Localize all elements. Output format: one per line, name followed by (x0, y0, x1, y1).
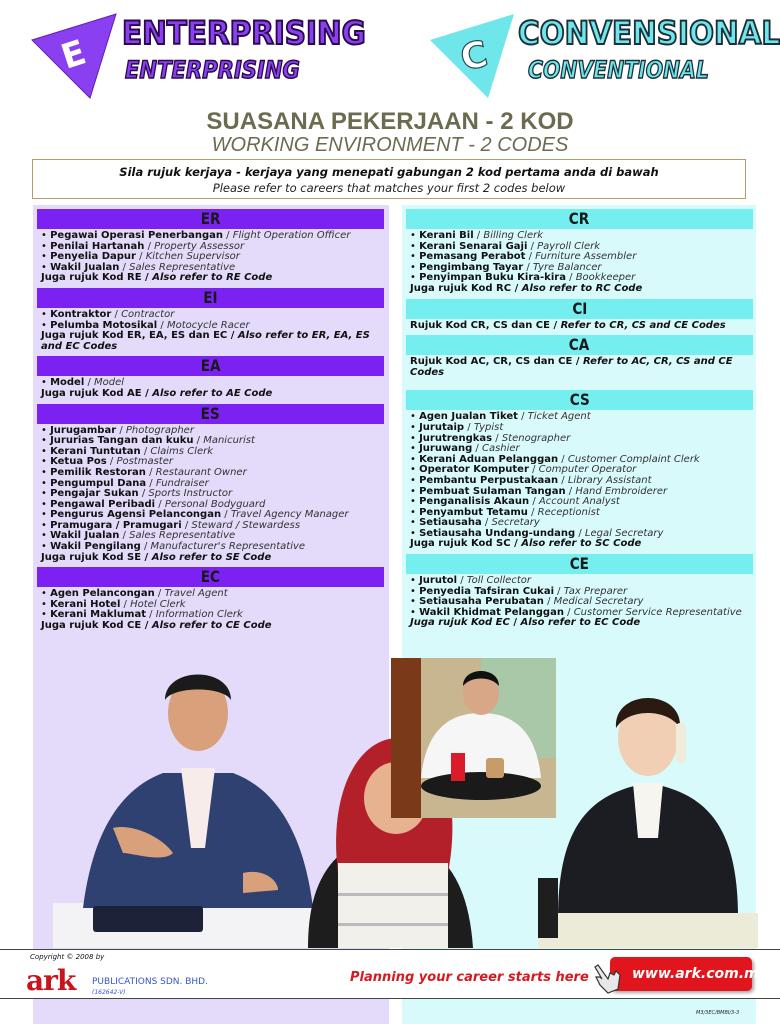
career-name-en: Medical Secretary (553, 596, 644, 608)
career-name-ms: Pembuat Sulaman Tangan (419, 485, 566, 497)
separator: / (120, 598, 131, 610)
cross-reference (41, 621, 384, 632)
bullet-icon: • (41, 424, 51, 436)
separator: / (563, 606, 574, 618)
career-name-ms: Penyimpan Buku Kira-kira (419, 272, 566, 284)
svg-text:C: C (456, 33, 492, 80)
bullet-icon: • (410, 443, 420, 455)
career-name-ms: Kerani Senarai Gaji (419, 240, 528, 252)
career-name-ms: Penganalisis Akaun (419, 496, 530, 508)
bullet-icon: • (41, 509, 51, 521)
reference-ms: Juga rujuk Kod SE (41, 551, 142, 563)
career-name-ms: Setiausaha (419, 517, 482, 529)
bullet-icon: • (410, 485, 420, 497)
career-name-en: Postmaster (116, 456, 173, 468)
bullet-icon: • (410, 474, 420, 486)
bullet-icon: • (410, 230, 420, 241)
separator: / (119, 530, 130, 542)
career-name-en: Sports Instructor (148, 488, 233, 500)
career-name-en: Typist (473, 421, 504, 433)
section-code: CI (571, 298, 588, 318)
career-name-en: Motocycle Racer (166, 319, 250, 331)
separator: / (528, 464, 539, 476)
career-section-es (37, 404, 384, 568)
career-name-ms: Wakil Khidmat Pelanggan (419, 606, 564, 618)
career-name-ms: Kerani Bil (419, 230, 474, 241)
separator: / (473, 230, 484, 241)
section-code: ES (200, 403, 221, 423)
career-name-ms: Kerani Hotel (50, 598, 121, 610)
career-name-en: Tax Preparer (563, 585, 628, 597)
reference-ms: Juga rujuk Kod AE (41, 387, 142, 399)
career-name-en: Personal Bodyguard (164, 498, 266, 510)
bullet-icon: • (410, 240, 420, 252)
career-section-ea (37, 356, 384, 403)
footer (0, 949, 780, 999)
bullet-icon: • (41, 609, 51, 621)
instruction-ms: Sila rujuk kerjaya - kerjaya yang menepati gabungan 2 kod pertama anda di bawah (119, 165, 659, 179)
bullet-icon: • (410, 517, 420, 529)
separator: / (181, 519, 192, 531)
separator: / (472, 443, 482, 455)
career-name-en: Legal Secretary (584, 527, 664, 539)
career-name-en: Kitchen Supervisor (145, 251, 240, 263)
career-name-ms: Penilai Hartanah (50, 240, 145, 252)
separator: / (141, 387, 153, 399)
reference-ms: Juga rujuk Kod ER, EA, ES dan EC (41, 330, 228, 342)
cross-reference (41, 389, 384, 400)
separator: / (145, 466, 156, 478)
career-name-ms: Wakil Jualan (50, 530, 120, 542)
career-name-en: Hand Embroiderer (575, 485, 668, 497)
career-name-ms: Wakil Jualan (50, 261, 120, 273)
career-name-en: Manufacturer's Representative (150, 541, 306, 553)
career-name-ms: Pengimbang Tayar (419, 261, 524, 273)
career-name-en: Payroll Clerk (537, 240, 600, 252)
career-name-en: Bookkeeper (575, 272, 636, 284)
bullet-icon: • (41, 519, 51, 531)
svg-text:E: E (56, 32, 91, 78)
cross-reference (410, 321, 753, 332)
reference-ms: Juga rujuk Kod SC (410, 538, 511, 550)
section-header (37, 209, 384, 229)
career-list (406, 355, 753, 382)
career-name-ms: Penyedia Tafsiran Cukai (419, 585, 554, 597)
career-name-ms: Penyelia Dapur (50, 251, 136, 263)
document-code: M3/3EC/BMBI/3-3 (696, 1010, 740, 1016)
bullet-icon: • (410, 411, 420, 423)
cross-reference (410, 539, 753, 550)
career-name-en: Steward / Stewardess (191, 519, 301, 531)
career-section-er (37, 209, 384, 288)
section-code: CA (569, 335, 590, 355)
separator: / (527, 506, 538, 518)
bullet-icon: • (41, 251, 51, 263)
bullet-icon: • (410, 453, 420, 465)
career-section-ci (406, 299, 753, 336)
bullet-icon: • (41, 435, 51, 447)
career-name-ms: Pengumpul Dana (50, 477, 147, 489)
website-button[interactable] (610, 957, 768, 991)
separator: / (140, 541, 151, 553)
separator: / (558, 453, 568, 465)
enterprising-title-ms: ENTERPRISING (122, 14, 366, 52)
reference-en: Also refer to EC Code (520, 617, 641, 629)
career-name-en: Toll Collector (466, 575, 531, 587)
career-name-ms: Kontraktor (50, 308, 112, 320)
bullet-icon: • (410, 421, 420, 433)
page-title-ms: SUASANA PEKERJAAN - 2 KOD (206, 108, 574, 135)
separator: / (138, 488, 149, 500)
reference-ms: Juga rujuk Kod EC (410, 617, 510, 629)
bullet-icon: • (41, 445, 51, 457)
separator: / (543, 596, 554, 608)
career-name-ms: Operator Komputer (419, 464, 529, 476)
bullet-icon: • (410, 596, 420, 608)
cross-reference (410, 618, 753, 629)
separator: / (492, 432, 502, 444)
waiter-photo (391, 658, 556, 818)
reference-en: Also refer to RE Code (152, 272, 273, 284)
career-name-ms: Pramugara / Pramugari (50, 519, 182, 531)
reference-en: Also refer to RC Code (521, 282, 643, 294)
reference-en: Also refer to CE Code (151, 620, 272, 632)
cross-reference (41, 553, 384, 564)
career-name-en: Sales Representative (129, 261, 236, 273)
section-header (406, 209, 753, 229)
career-name-en: Computer Operator (538, 464, 637, 476)
career-name-ms: Pengajar Sukan (50, 488, 139, 500)
section-code: CS (569, 390, 590, 410)
separator: / (111, 308, 122, 320)
career-name-ms: Wakil Pengilang (50, 541, 141, 553)
separator: / (146, 609, 156, 621)
career-name-ms: Agen Pelancongan (50, 588, 155, 600)
career-name-ms: Kerani Tuntutan (50, 445, 141, 457)
career-name-en: Account Analyst (538, 496, 620, 508)
section-header (37, 404, 384, 424)
separator: / (527, 240, 538, 252)
bullet-icon: • (41, 240, 51, 252)
bullet-icon: • (41, 598, 51, 610)
career-section-ei (37, 288, 384, 356)
career-name-ms: Model (50, 377, 85, 389)
career-name-en: Information Clerk (155, 609, 243, 621)
separator: / (146, 477, 156, 489)
career-name-en: Ticket Agent (527, 411, 591, 423)
separator: / (572, 356, 583, 368)
bullet-icon: • (410, 464, 420, 476)
career-name-ms: Jurutol (419, 575, 458, 587)
page-title-en: WORKING ENVIRONMENT - 2 CODES (211, 134, 569, 156)
separator: / (549, 319, 561, 331)
career-name-en: Furniture Assembler (535, 251, 637, 263)
section-header (406, 554, 753, 574)
career-name-ms: Pemasang Perabot (419, 251, 526, 263)
bullet-icon: • (41, 261, 51, 273)
career-name-en: Customer Service Representative (573, 606, 742, 618)
conventional-title-ms: CONVENSIONAL (518, 14, 780, 52)
career-name-ms: Jururias Tangan dan kuku (50, 435, 194, 447)
registration-number: (162642-V) (92, 989, 126, 996)
bullet-icon: • (41, 488, 51, 500)
career-list (406, 229, 753, 299)
cross-reference (410, 284, 753, 295)
career-section-cr (406, 209, 753, 299)
career-name-en: Travel Agent (164, 588, 228, 600)
separator: / (517, 411, 528, 423)
separator: / (154, 588, 165, 600)
cross-reference (41, 273, 384, 284)
bullet-icon: • (41, 541, 51, 553)
career-name-en: Library Assistant (567, 474, 652, 486)
career-name-en: Tyre Balancer (532, 261, 602, 273)
career-list (37, 229, 384, 288)
conventional-column (406, 209, 753, 633)
career-name-en: Customer Complaint Clerk (567, 453, 700, 465)
conventional-triangle-icon (428, 10, 520, 102)
reference-en: Also refer to ER, EA, ES and EC Codes (41, 330, 370, 352)
career-name-en: Cashier (481, 443, 520, 455)
career-name-ms: Pengawal Peribadi (50, 498, 156, 510)
bullet-icon: • (410, 506, 420, 518)
career-name-en: Model (94, 377, 125, 389)
career-name-en: Receptionist (537, 506, 600, 518)
separator: / (84, 377, 95, 389)
career-name-ms: Pelumba Motosikal (50, 319, 158, 331)
bullet-icon: • (410, 432, 420, 444)
section-code: CR (569, 209, 590, 228)
separator: / (141, 620, 152, 632)
bullet-icon: • (41, 466, 51, 478)
separator: / (457, 575, 467, 587)
career-name-ms: Pembantu Perpustakaan (419, 474, 559, 486)
reference-en: Also refer to SE Code (151, 551, 272, 563)
career-name-en: Claims Clerk (150, 445, 214, 457)
career-section-ce (406, 554, 753, 633)
cross-reference (41, 331, 384, 352)
cross-reference (410, 357, 753, 378)
bullet-icon: • (41, 456, 51, 468)
bullet-icon: • (41, 230, 51, 241)
separator: / (510, 538, 522, 550)
separator: / (157, 319, 167, 331)
separator: / (222, 230, 233, 241)
enterprising-column (37, 209, 384, 636)
career-name-en: Secretary (491, 517, 540, 529)
career-name-ms: Penyambut Tetamu (419, 506, 528, 518)
separator: / (554, 585, 564, 597)
enterprising-title-en: ENTERPRISING (125, 56, 300, 84)
career-name-ms: Jurutrengkas (419, 432, 493, 444)
copyright-text: Copyright © 2008 by (30, 953, 105, 961)
separator: / (464, 421, 474, 433)
pointing-hand-icon (592, 959, 622, 995)
separator: / (106, 456, 117, 468)
section-header (406, 390, 753, 410)
reference-en: Also refer to AE Code (152, 387, 273, 399)
career-name-en: Flight Operation Officer (232, 230, 351, 241)
bullet-icon: • (41, 498, 51, 510)
bullet-icon: • (41, 377, 51, 389)
section-header (406, 299, 753, 319)
career-name-en: Travel Agency Manager (230, 509, 349, 521)
career-list (37, 424, 384, 568)
career-name-ms: Agen Jualan Tiket (419, 411, 518, 423)
section-code: EI (203, 287, 218, 307)
bullet-icon: • (410, 606, 420, 618)
section-header (37, 356, 384, 376)
career-name-ms: Kerani Maklumat (50, 609, 146, 621)
career-section-cs (406, 390, 753, 554)
career-list (406, 319, 753, 336)
career-name-en: Sales Representative (129, 530, 236, 542)
career-name-en: Stenographer (501, 432, 571, 444)
career-name-en: Photographer (125, 424, 194, 436)
career-name-ms: Juruwang (419, 443, 473, 455)
separator: / (119, 261, 130, 273)
career-name-ms: Jurutaip (419, 421, 465, 433)
bullet-icon: • (410, 496, 420, 508)
career-list (37, 376, 384, 403)
career-name-ms: Setiausaha Undang-undang (419, 527, 576, 539)
separator: / (227, 330, 238, 342)
bullet-icon: • (41, 477, 51, 489)
bullet-icon: • (410, 575, 420, 587)
bullet-icon: • (41, 588, 51, 600)
instruction-box (32, 159, 746, 199)
career-name-en: Fundraiser (155, 477, 209, 489)
tagline: Planning your career starts here (350, 970, 589, 985)
reference-en: Refer to AC, CR, CS and CE Codes (410, 356, 733, 378)
section-header (37, 567, 384, 587)
reference-ms: Juga rujuk Kod RE (41, 272, 142, 284)
section-code: CE (569, 554, 590, 574)
bullet-icon: • (41, 319, 51, 331)
bullet-icon: • (41, 308, 51, 320)
career-name-ms: Pengurus Agensi Pelancongan (50, 509, 222, 521)
separator: / (523, 261, 533, 273)
career-name-en: Property Assessor (154, 240, 245, 252)
separator: / (116, 424, 126, 436)
career-section-ec (37, 567, 384, 635)
bullet-icon: • (410, 527, 420, 539)
ark-logo: ark (26, 964, 76, 997)
separator: / (511, 282, 522, 294)
separator: / (193, 435, 204, 447)
career-list (406, 410, 753, 554)
bullet-icon: • (410, 261, 420, 273)
separator: / (144, 240, 155, 252)
conventional-title-en: CONVENTIONAL (528, 56, 709, 84)
separator: / (155, 498, 165, 510)
separator: / (481, 517, 492, 529)
reference-en: Also refer to SC Code (521, 538, 642, 550)
career-section-ca (406, 335, 753, 390)
career-name-en: Billing Clerk (483, 230, 544, 241)
career-name-ms: Pegawai Operasi Penerbangan (50, 230, 223, 241)
separator: / (221, 509, 231, 521)
bullet-icon: • (410, 251, 420, 263)
separator: / (565, 485, 576, 497)
reference-ms: Rujuk Kod CR, CS dan CE (410, 319, 550, 331)
career-name-en: Hotel Clerk (130, 598, 186, 610)
separator: / (140, 445, 151, 457)
section-header (37, 288, 384, 308)
career-list (406, 574, 753, 633)
separator: / (509, 617, 521, 629)
career-name-en: Contractor (121, 308, 175, 320)
photo-collage (33, 648, 756, 948)
separator: / (529, 496, 539, 508)
career-name-en: Restaurant Owner (155, 466, 247, 478)
reference-ms: Rujuk Kod AC, CR, CS dan CE (410, 356, 573, 368)
career-name-ms: Setiausaha Perubatan (419, 596, 544, 608)
separator: / (575, 527, 585, 539)
separator: / (141, 551, 152, 563)
receptionist-photo (538, 678, 758, 948)
career-list (37, 308, 384, 356)
section-header (406, 335, 753, 355)
section-code: EA (200, 356, 221, 376)
separator: / (135, 251, 146, 263)
instruction-en: Please refer to careers that matches your first 2 codes below (212, 181, 566, 195)
website-url: www.ark.com.my (632, 966, 768, 982)
enterprising-triangle-icon (30, 10, 122, 102)
career-name-ms: Pemilik Restoran (50, 466, 146, 478)
section-code: EC (200, 567, 221, 587)
career-list (37, 587, 384, 635)
separator: / (141, 272, 153, 284)
career-name-ms: Jurugambar (50, 424, 117, 436)
publisher-name: PUBLICATIONS SDN. BHD. (92, 977, 208, 987)
separator: / (565, 272, 576, 284)
bullet-icon: • (41, 530, 51, 542)
bullet-icon: • (410, 272, 420, 284)
separator: / (525, 251, 536, 263)
career-name-ms: Ketua Pos (50, 456, 107, 468)
separator: / (558, 474, 568, 486)
career-name-ms: Kerani Aduan Pelanggan (419, 453, 559, 465)
reference-en: Refer to CR, CS and CE Codes (560, 319, 726, 331)
reference-ms: Juga rujuk Kod RC (410, 282, 512, 294)
reference-ms: Juga rujuk Kod CE (41, 620, 142, 632)
career-name-en: Manicurist (203, 435, 255, 447)
bullet-icon: • (410, 585, 420, 597)
section-code: ER (200, 209, 221, 228)
